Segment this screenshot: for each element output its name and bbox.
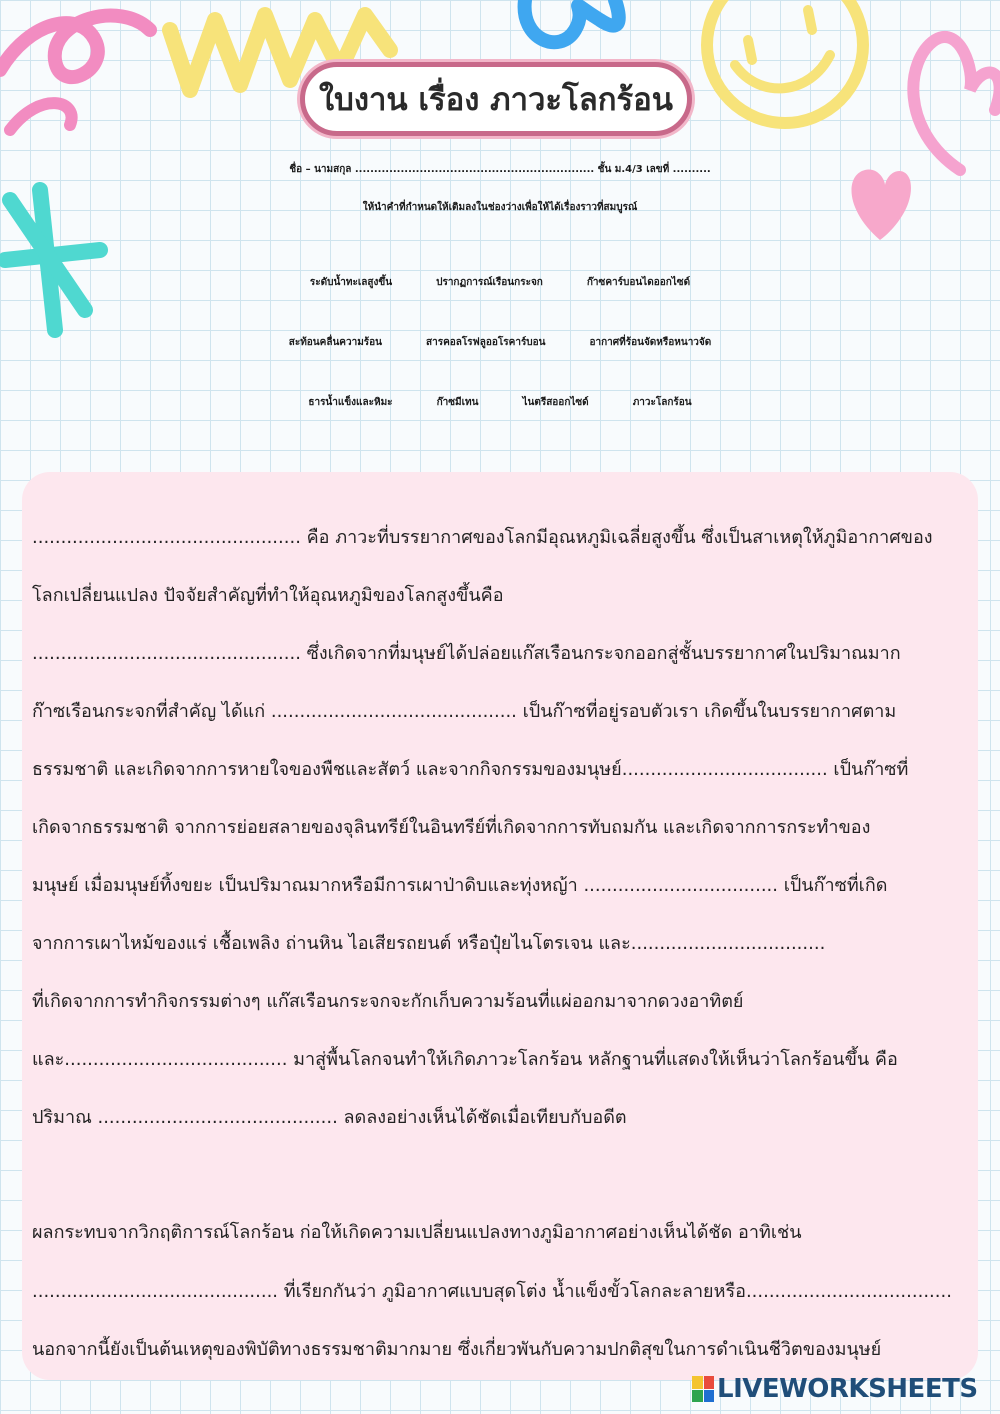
effects-line: นอกจากนี้ยังเป็นต้นเหตุของพิบัติทางธรรมชาติมากมาย ซึ่งเกี่ยวพันกับความปกติสุขในการดำเนินชีวิตของมนุษย์ [32,1339,882,1360]
instruction-text: ให้นำคำที่กำหนดให้เติมลงในช่องว่างเพื่อให้ได้เรื่องราวที่สมบูรณ์ [362,202,638,213]
blue-loop-doodle [525,0,619,42]
smiley-eye-left [748,40,752,60]
word-bank-item: ภาวะโลกร้อน [632,397,692,408]
word-bank-item: อากาศที่ร้อนจัดหรือหนาวจัด [589,337,712,348]
passage-line: จากการเผาไหม้ของแร่ เชื้อเพลิง ถ่านหิน ไอเสียรถยนต์ หรือปุ๋ยไนโตรเจน และ.................................. [32,933,826,954]
worksheet-title-box [300,62,692,136]
effects-line: ........................................... ที่เรียกกันว่า ภูมิอากาศแบบสุดโต่ง น้ำแข็งขั้วโลกละลายหรือ.................................... [32,1281,952,1302]
word-bank-row-3 [0,395,1000,410]
word-bank-item: ก๊าซมีเทน [436,397,479,408]
word-bank-item: ไนตรีสออกไซด์ [522,397,589,408]
passage-line: ที่เกิดจากการทำกิจกรรมต่างๆ แก๊สเรือนกระจกจะกักเก็บความร้อนที่แผ่ออกมาจากดวงอาทิตย์ [32,991,744,1012]
word-bank-item: สะท้อนคลื่นความร้อน [288,337,383,348]
passage-line: และ....................................... มาสู่พื้นโลกจนทำให้เกิดภาวะโลกร้อน หลักฐานที่แสดงให้เห็นว่าโลกร้อนขึ้น คือ [32,1049,898,1070]
word-bank-item: สารคอลโรฟลูออโรคาร์บอน [426,337,546,348]
word-bank-row-1 [0,275,1000,290]
liveworksheets-logo [692,1372,978,1406]
effects-line: ผลกระทบจากวิกฤติการณ์โลกร้อน ก่อให้เกิดความเปลี่ยนแปลงทางภูมิอากาศอย่างเห็นได้ชัด อาทิเช่น [32,1222,802,1243]
passage-line: ............................................... ซึ่งเกิดจากที่มนุษย์ได้ปล่อยแก๊สเรือนกระจกออกสู่ชั้นบรรยากาศในปริมาณมาก [32,643,901,664]
passage-line: มนุษย์ เมื่อมนุษย์ทิ้งขยะ เป็นปริมาณมากหรือมีการเผาป่าดิบและทุ่งหญ้า .................................. เป็นก๊าซที่เกิด [32,875,888,896]
word-bank-item: ธารน้ำแข็งและหิมะ [308,397,393,408]
passage-line: ............................................... คือ ภาวะที่บรรยากาศของโลกมีอุณหภูมิเฉลี่ยสูงขึ้น ซึ่งเป็นสาเหตุให้ภูมิอากาศของ [32,527,933,548]
smiley-eye-right [808,10,812,30]
pink-loop-doodle [0,16,150,78]
passage-line: เกิดจากธรรมชาติ จากการย่อยสลายของจุลินทรีย์ในอินทรีย์ที่เกิดจากการทับถมกัน และเกิดจากการกระทำของ [32,817,871,838]
word-bank-row-2 [0,335,1000,350]
word-bank-item: ระดับน้ำทะเลสูงขึ้น [309,277,393,288]
logo-text: LIVEWORKSHEETS [717,1374,978,1404]
word-bank-item: ปรากฏการณ์เรือนกระจก [436,277,543,288]
liveworksheets-badge-icon [692,1376,714,1402]
worksheet-title: ใบงาน เรื่อง ภาวะโลกร้อน [319,82,673,118]
heart-outline-icon [913,37,999,170]
student-info-line: ชื่อ – นามสกุล ............................................................... ชั้น ม.4/3 เลขที่ .......... [289,164,711,175]
passage-line: ปริมาณ .......................................... ลดลงอย่างเห็นได้ชัดเมื่อเทียบกับอดีต [32,1107,627,1128]
passage-line: โลกเปลี่ยนแปลง ปัจจัยสำคัญที่ทำให้อุณหภูมิของโลกสูงขึ้นคือ [32,585,504,606]
passage-line: ธรรมชาติ และเกิดจากการหายใจของพืชและสัตว์ และจากกิจกรรมของมนุษย์.................................... เป็นก๊าซที่ [32,759,909,780]
passage-line: ก๊าซเรือนกระจกที่สำคัญ ได้แก่ ........................................... เป็นก๊าซที่อยู่รอบตัวเรา เกิดขึ้นในบรรยากาศตาม [32,701,897,722]
word-bank-item: ก๊าซคาร์บอนไดออกไซด์ [586,277,691,288]
pink-loop-doodle-2 [10,103,72,130]
smiley-face-icon [707,0,863,123]
